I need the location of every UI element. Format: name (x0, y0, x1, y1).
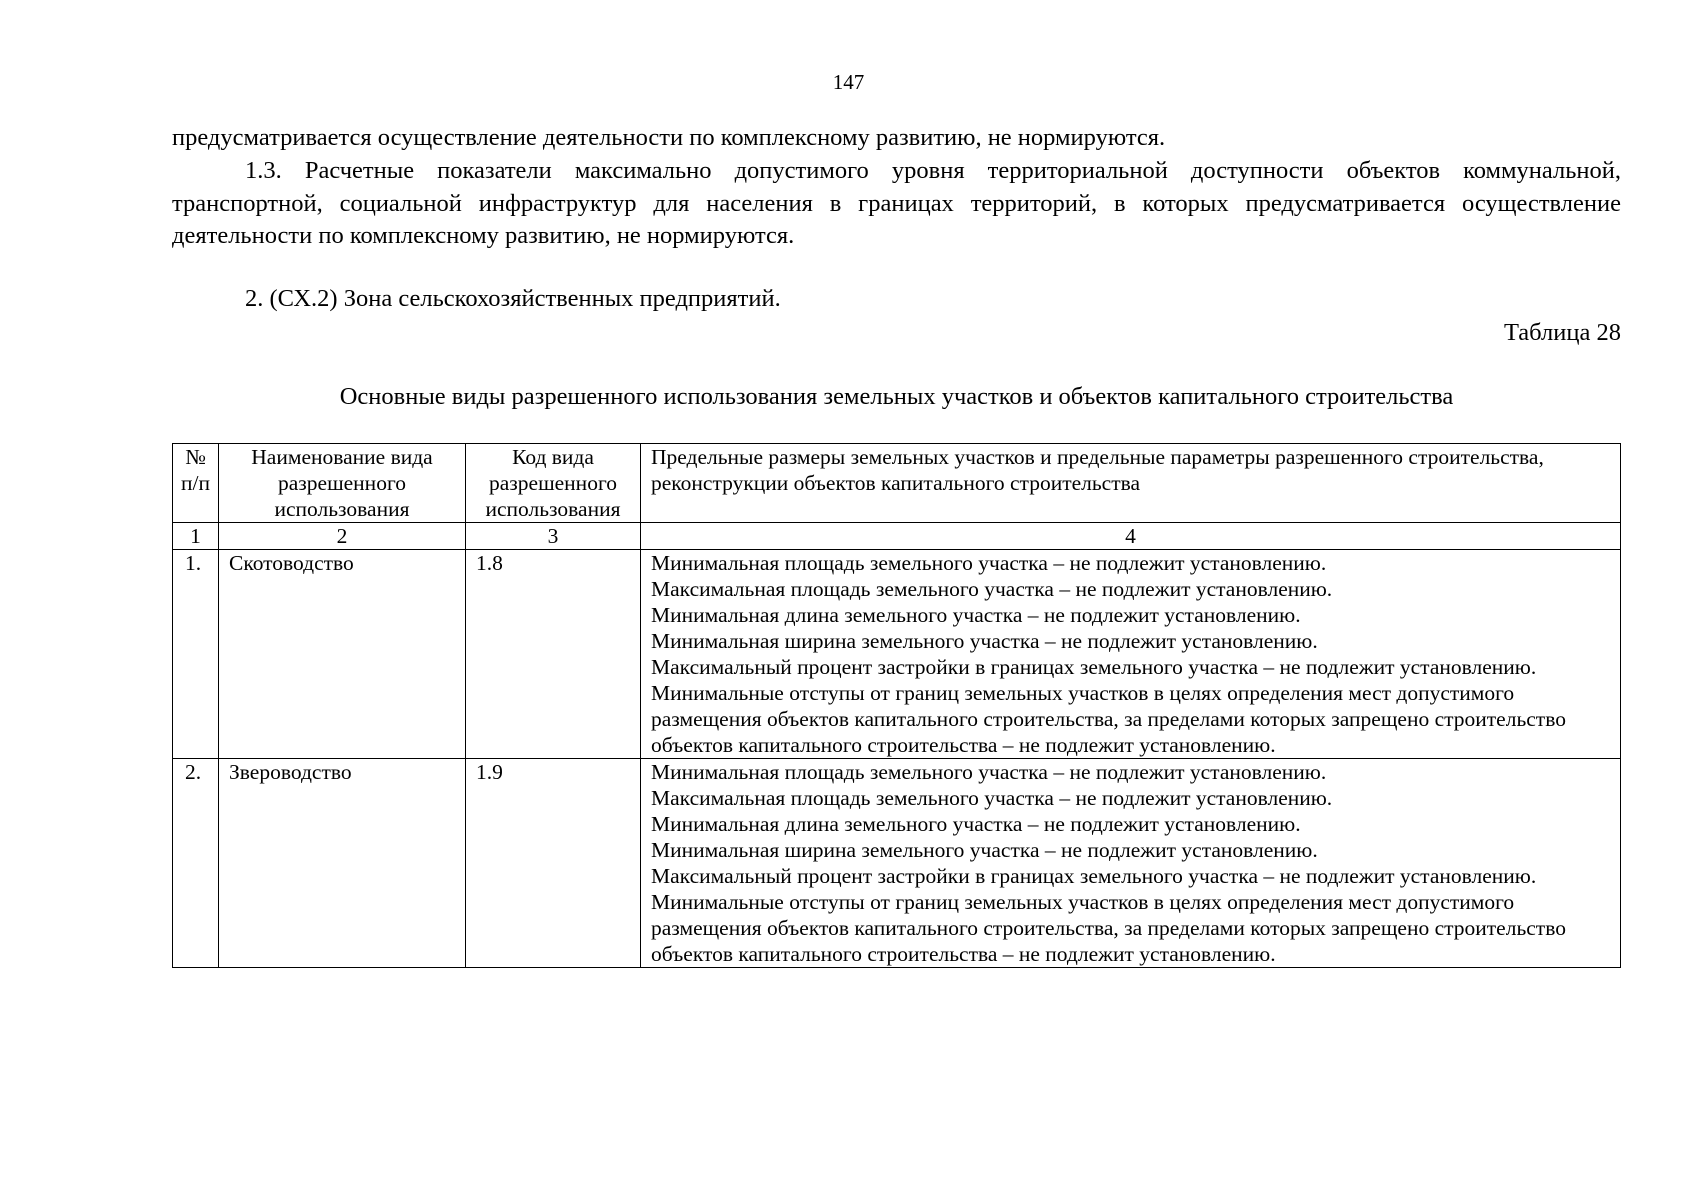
paragraph-1-3: 1.3. Расчетные показатели максимально допустимого уровня территориальной доступности объектов коммунальной, транспортной, социальной инфраструктур для населения в границах территорий, в которых предусматривается осуществление деятельности по комплексному развитию, не нормируются. (172, 157, 1621, 249)
row-use-name: Звероводство (219, 759, 466, 968)
param-line: Минимальная длина земельного участка – не подлежит установлению. (651, 812, 1301, 836)
page-number: 147 (832, 70, 865, 94)
table-column-number-row (173, 523, 1621, 550)
header-use-name: Наименование вида разрешенного использования (219, 444, 466, 523)
column-number-2: 2 (219, 523, 466, 550)
row-use-code: 1.8 (466, 550, 641, 759)
param-line: Минимальная ширина земельного участка – не подлежит установлению. (651, 629, 1318, 653)
section-heading-sx2: 2. (СХ.2) Зона сельскохозяйственных предприятий. (245, 285, 781, 312)
column-number-1: 1 (173, 523, 219, 550)
row-use-name: Скотоводство (219, 550, 466, 759)
header-use-code: Код вида разрешенного использования (466, 444, 641, 523)
row-number: 2. (173, 759, 219, 968)
column-number-3: 3 (466, 523, 641, 550)
param-line: Минимальные отступы от границ земельных участков в целях определения мест допустимого размещения объектов капитального строительства, за пределами которых запрещено строительство объектов капитального строительства – не подлежит установлению. (651, 890, 1566, 966)
column-number-4: 4 (641, 523, 1621, 550)
table-row (173, 550, 1621, 759)
row-use-code: 1.9 (466, 759, 641, 968)
table-title: Основные виды разрешенного использования земельных участков и объектов капитального строительства (339, 383, 1454, 410)
param-line: Минимальная площадь земельного участка – не подлежит установлению. (651, 760, 1327, 784)
table-label: Таблица 28 (1503, 319, 1621, 346)
table-row (173, 759, 1621, 968)
param-line: Минимальная длина земельного участка – не подлежит установлению. (651, 603, 1301, 627)
param-line: Максимальный процент застройки в границах земельного участка – не подлежит установлению. (651, 864, 1537, 888)
row-parameters (641, 550, 1621, 759)
param-line: Максимальная площадь земельного участка – не подлежит установлению. (651, 786, 1333, 810)
row-number: 1. (173, 550, 219, 759)
row-parameters (641, 759, 1621, 968)
param-line: Минимальная ширина земельного участка – не подлежит установлению. (651, 838, 1318, 862)
header-parameters: Предельные размеры земельных участков и предельные параметры разрешенного строительства, реконструкции объектов капитального строительства (641, 444, 1621, 523)
permitted-use-table (172, 443, 1621, 968)
param-line: Максимальная площадь земельного участка – не подлежит установлению. (651, 577, 1333, 601)
param-line: Минимальная площадь земельного участка – не подлежит установлению. (651, 551, 1327, 575)
param-line: Минимальные отступы от границ земельных участков в целях определения мест допустимого размещения объектов капитального строительства, за пределами которых запрещено строительство объектов капитального строительства – не подлежит установлению. (651, 681, 1566, 757)
table-header-row (173, 444, 1621, 523)
param-line: Максимальный процент застройки в границах земельного участка – не подлежит установлению. (651, 655, 1537, 679)
paragraph-continuation: предусматривается осуществление деятельности по комплексному развитию, не нормируются. (172, 124, 1166, 151)
header-number: № п/п (173, 444, 219, 523)
